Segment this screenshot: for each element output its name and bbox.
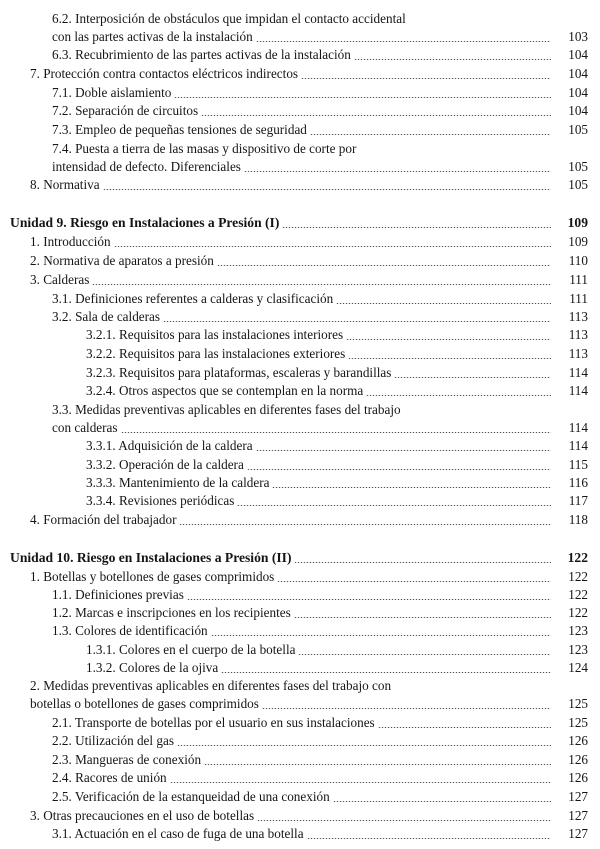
- toc-entry: [86, 437, 588, 455]
- entry-line: [52, 140, 588, 158]
- toc-entry: [30, 677, 588, 713]
- toc-entry: [52, 825, 588, 843]
- entry-title: 3.2.1. Requisitos para las instalaciones interiores: [86, 327, 344, 342]
- dot-leader: [244, 171, 551, 172]
- entry-title: Unidad 9. Riesgo en Instalaciones a Presión (I): [10, 215, 280, 230]
- toc-entry: [86, 492, 588, 510]
- page-number: 117: [568, 493, 588, 508]
- entry-line: [30, 233, 588, 251]
- entry-title: 7.4. Puesta a tierra de las masas y dispositivo de corte por: [52, 141, 357, 156]
- dot-leader: [92, 284, 551, 285]
- page-number: 104: [568, 85, 588, 100]
- toc-entry: [30, 271, 588, 289]
- entry-line: [86, 474, 588, 492]
- dot-leader: [103, 189, 551, 190]
- entry-line: [52, 10, 588, 28]
- entry-title: 2.4. Racores de unión: [52, 770, 167, 785]
- entry-title: 2.3. Mangueras de conexión: [52, 752, 202, 767]
- entry-title: 1.3.2. Colores de la ojiva: [86, 660, 219, 675]
- entry-line: [30, 695, 588, 713]
- page-number: 104: [568, 66, 588, 81]
- entry-title: 3.2.3. Requisitos para plataformas, escaleras y barandillas: [86, 365, 392, 380]
- entry-title: 3.3. Medidas preventivas aplicables en diferentes fases del trabajo: [52, 402, 401, 417]
- page-number: 111: [569, 291, 588, 306]
- page-number: 122: [568, 605, 588, 620]
- page-number: 114: [568, 438, 588, 453]
- toc-entry: [86, 659, 588, 677]
- entry-title: 3. Calderas: [30, 272, 90, 287]
- page-number: 122: [568, 587, 588, 602]
- dot-leader: [187, 599, 551, 600]
- page-number: 109: [568, 234, 588, 249]
- page-number: 111: [569, 272, 588, 287]
- dot-leader: [294, 562, 551, 563]
- entry-line: [52, 419, 588, 437]
- entry-line: [52, 825, 588, 843]
- dot-leader: [174, 97, 551, 98]
- page-number: 105: [568, 159, 588, 174]
- entry-title: 3.3.2. Operación de la caldera: [86, 457, 244, 472]
- toc-entry: [52, 586, 588, 604]
- entry-line: [52, 751, 588, 769]
- page-number: 114: [568, 420, 588, 435]
- entry-line: [52, 401, 588, 419]
- entry-line: [86, 659, 588, 677]
- toc-entry: [52, 46, 588, 64]
- entry-line: [30, 252, 588, 270]
- page-number: 126: [568, 733, 588, 748]
- page-number: 114: [568, 383, 588, 398]
- page-number: 123: [568, 642, 588, 657]
- dot-leader: [333, 801, 551, 802]
- entry-title: 3.3.4. Revisiones periódicas: [86, 493, 235, 508]
- entry-line: [52, 714, 588, 732]
- entry-title: 3.3.1. Adquisición de la caldera: [86, 438, 253, 453]
- entry-line: [86, 382, 588, 400]
- unit-heading: [10, 549, 588, 567]
- dot-leader: [221, 672, 551, 673]
- dot-leader: [256, 41, 551, 42]
- toc-entry: [30, 511, 588, 529]
- page-number: 125: [568, 696, 588, 711]
- entry-title: 7.2. Separación de circuitos: [52, 103, 199, 118]
- entry-line: [52, 586, 588, 604]
- toc-entry: [52, 604, 588, 622]
- entry-line: [52, 158, 588, 176]
- entry-title: 3.2.4. Otros aspectos que se contemplan en la norma: [86, 383, 364, 398]
- dot-leader: [262, 708, 551, 709]
- entry-title: 3. Otras precauciones en el uso de botellas: [30, 808, 255, 823]
- dot-leader: [307, 838, 551, 839]
- toc-entry: [30, 233, 588, 251]
- dot-leader: [378, 727, 551, 728]
- entry-line: [52, 28, 588, 46]
- entry-line: [30, 807, 588, 825]
- dot-leader: [366, 395, 551, 396]
- dot-leader: [247, 469, 551, 470]
- entry-title: 2.1. Transporte de botellas por el usuario en sus instalaciones: [52, 715, 375, 730]
- entry-line: [52, 84, 588, 102]
- toc-entry: [86, 641, 588, 659]
- toc-entry: [86, 474, 588, 492]
- toc-entry: [52, 401, 588, 437]
- entry-line: [30, 511, 588, 529]
- dot-leader: [346, 339, 551, 340]
- toc-entry: [52, 769, 588, 787]
- entry-line: [52, 604, 588, 622]
- entry-line: [86, 437, 588, 455]
- dot-leader: [298, 654, 551, 655]
- page-number: 127: [568, 826, 588, 841]
- page-number: 127: [568, 808, 588, 823]
- toc-entry: [52, 140, 588, 176]
- dot-leader: [114, 246, 551, 247]
- entry-line: [30, 176, 588, 194]
- entry-line: [30, 65, 588, 83]
- page-number: 113: [568, 327, 588, 342]
- toc-entry: [52, 751, 588, 769]
- entry-title: 1. Introducción: [30, 234, 111, 249]
- toc-entry: [52, 622, 588, 640]
- entry-title: 7. Protección contra contactos eléctricos indirectos: [30, 66, 299, 81]
- entry-line: [52, 769, 588, 787]
- entry-title: con calderas: [52, 420, 118, 435]
- toc-entry: [52, 714, 588, 732]
- page-number: 123: [568, 623, 588, 638]
- page-number: 113: [568, 346, 588, 361]
- toc-entry: [52, 121, 588, 139]
- page-number: 118: [568, 512, 588, 527]
- toc-entry: [86, 456, 588, 474]
- entry-title: 3.1. Actuación en el caso de fuga de una botella: [52, 826, 304, 841]
- dot-leader: [394, 377, 551, 378]
- page-number: 125: [568, 715, 588, 730]
- toc-entry: [52, 10, 588, 46]
- entry-title: 1.3.1. Colores en el cuerpo de la botella: [86, 642, 296, 657]
- toc-entry: [30, 176, 588, 194]
- entry-title: 1. Botellas y botellones de gases comprimidos: [30, 569, 275, 584]
- entry-line: [52, 788, 588, 806]
- entry-line: [86, 345, 588, 363]
- page-number: 109: [567, 215, 588, 230]
- page-number: 122: [567, 550, 588, 565]
- page-number: 126: [568, 770, 588, 785]
- page-number: 114: [568, 365, 588, 380]
- page-number: 110: [568, 253, 588, 268]
- page-number: 103: [568, 29, 588, 44]
- entry-line: [86, 364, 588, 382]
- dot-leader: [211, 635, 551, 636]
- page-number: 116: [568, 475, 588, 490]
- entry-title: 6.3. Recubrimiento de las partes activas de la instalación: [52, 47, 351, 62]
- page-number: 105: [568, 177, 588, 192]
- toc-entry: [30, 568, 588, 586]
- page-number: 126: [568, 752, 588, 767]
- dot-leader: [201, 115, 551, 116]
- entry-line: [52, 46, 588, 64]
- entry-line: [86, 492, 588, 510]
- page-number: 122: [568, 569, 588, 584]
- dot-leader: [354, 59, 551, 60]
- entry-line: [52, 732, 588, 750]
- dot-leader: [170, 782, 551, 783]
- toc-entry: [52, 84, 588, 102]
- dot-leader: [256, 450, 551, 451]
- entry-line: [10, 214, 588, 232]
- dot-leader: [179, 524, 551, 525]
- entry-title: 2. Normativa de aparatos a presión: [30, 253, 214, 268]
- entry-title: 2.5. Verificación de la estanqueidad de una conexión: [52, 789, 330, 804]
- entry-title: 1.2. Marcas e inscripciones en los recipientes: [52, 605, 291, 620]
- entry-title: 1.3. Colores de identificación: [52, 623, 208, 638]
- entry-title: Unidad 10. Riesgo en Instalaciones a Presión (II): [10, 550, 292, 565]
- page-number: 115: [568, 457, 588, 472]
- toc-entry: [52, 788, 588, 806]
- entry-line: [30, 271, 588, 289]
- dot-leader: [282, 227, 551, 228]
- dot-leader: [237, 505, 551, 506]
- dot-leader: [310, 134, 551, 135]
- entry-line: [30, 677, 588, 695]
- entry-line: [52, 290, 588, 308]
- entry-line: [30, 568, 588, 586]
- entry-line: [52, 121, 588, 139]
- dot-leader: [204, 764, 551, 765]
- dot-leader: [301, 78, 551, 79]
- entry-title: 7.1. Doble aislamiento: [52, 85, 172, 100]
- entry-title: intensidad de defecto. Diferenciales: [52, 159, 241, 174]
- toc-entry: [52, 732, 588, 750]
- entry-title: botellas o botellones de gases comprimidos: [30, 696, 259, 711]
- dot-leader: [294, 617, 551, 618]
- toc-entry: [86, 382, 588, 400]
- entry-title: 2. Medidas preventivas aplicables en diferentes fases del trabajo con: [30, 678, 392, 693]
- page-number: 104: [568, 103, 588, 118]
- entry-title: 3.3.3. Mantenimiento de la caldera: [86, 475, 270, 490]
- entry-title: 6.2. Interposición de obstáculos que impidan el contacto accidental: [52, 11, 406, 26]
- entry-line: [86, 456, 588, 474]
- dot-leader: [272, 487, 551, 488]
- dot-leader: [348, 358, 551, 359]
- entry-title: 4. Formación del trabajador: [30, 512, 177, 527]
- entry-line: [10, 549, 588, 567]
- entry-title: 8. Normativa: [30, 177, 100, 192]
- dot-leader: [177, 745, 551, 746]
- entry-line: [52, 308, 588, 326]
- toc-entry: [30, 252, 588, 270]
- toc-entry: [30, 65, 588, 83]
- page-number: 113: [568, 309, 588, 324]
- page-number: 105: [568, 122, 588, 137]
- unit-heading: [10, 214, 588, 232]
- entry-title: 3.2. Sala de calderas: [52, 309, 161, 324]
- page-number: 127: [568, 789, 588, 804]
- entry-title: 3.2.2. Requisitos para las instalaciones exteriores: [86, 346, 346, 361]
- dot-leader: [336, 303, 551, 304]
- dot-leader: [277, 581, 551, 582]
- entry-title: 2.2. Utilización del gas: [52, 733, 174, 748]
- dot-leader: [257, 820, 551, 821]
- entry-title: 7.3. Empleo de pequeñas tensiones de seguridad: [52, 122, 307, 137]
- dot-leader: [163, 321, 551, 322]
- entry-line: [52, 102, 588, 120]
- entry-title: 1.1. Definiciones previas: [52, 587, 184, 602]
- entry-line: [52, 622, 588, 640]
- toc-entry: [52, 290, 588, 308]
- page-number: 124: [568, 660, 588, 675]
- entry-title: con las partes activas de la instalación: [52, 29, 253, 44]
- dot-leader: [217, 265, 551, 266]
- toc-entry: [86, 326, 588, 344]
- toc-entry: [52, 102, 588, 120]
- dot-leader: [121, 432, 551, 433]
- toc-entry: [52, 308, 588, 326]
- toc-entry: [86, 345, 588, 363]
- toc-entry: [30, 807, 588, 825]
- entry-line: [86, 641, 588, 659]
- entry-line: [86, 326, 588, 344]
- toc-entry: [86, 364, 588, 382]
- entry-title: 3.1. Definiciones referentes a calderas y clasificación: [52, 291, 334, 306]
- page-number: 104: [568, 47, 588, 62]
